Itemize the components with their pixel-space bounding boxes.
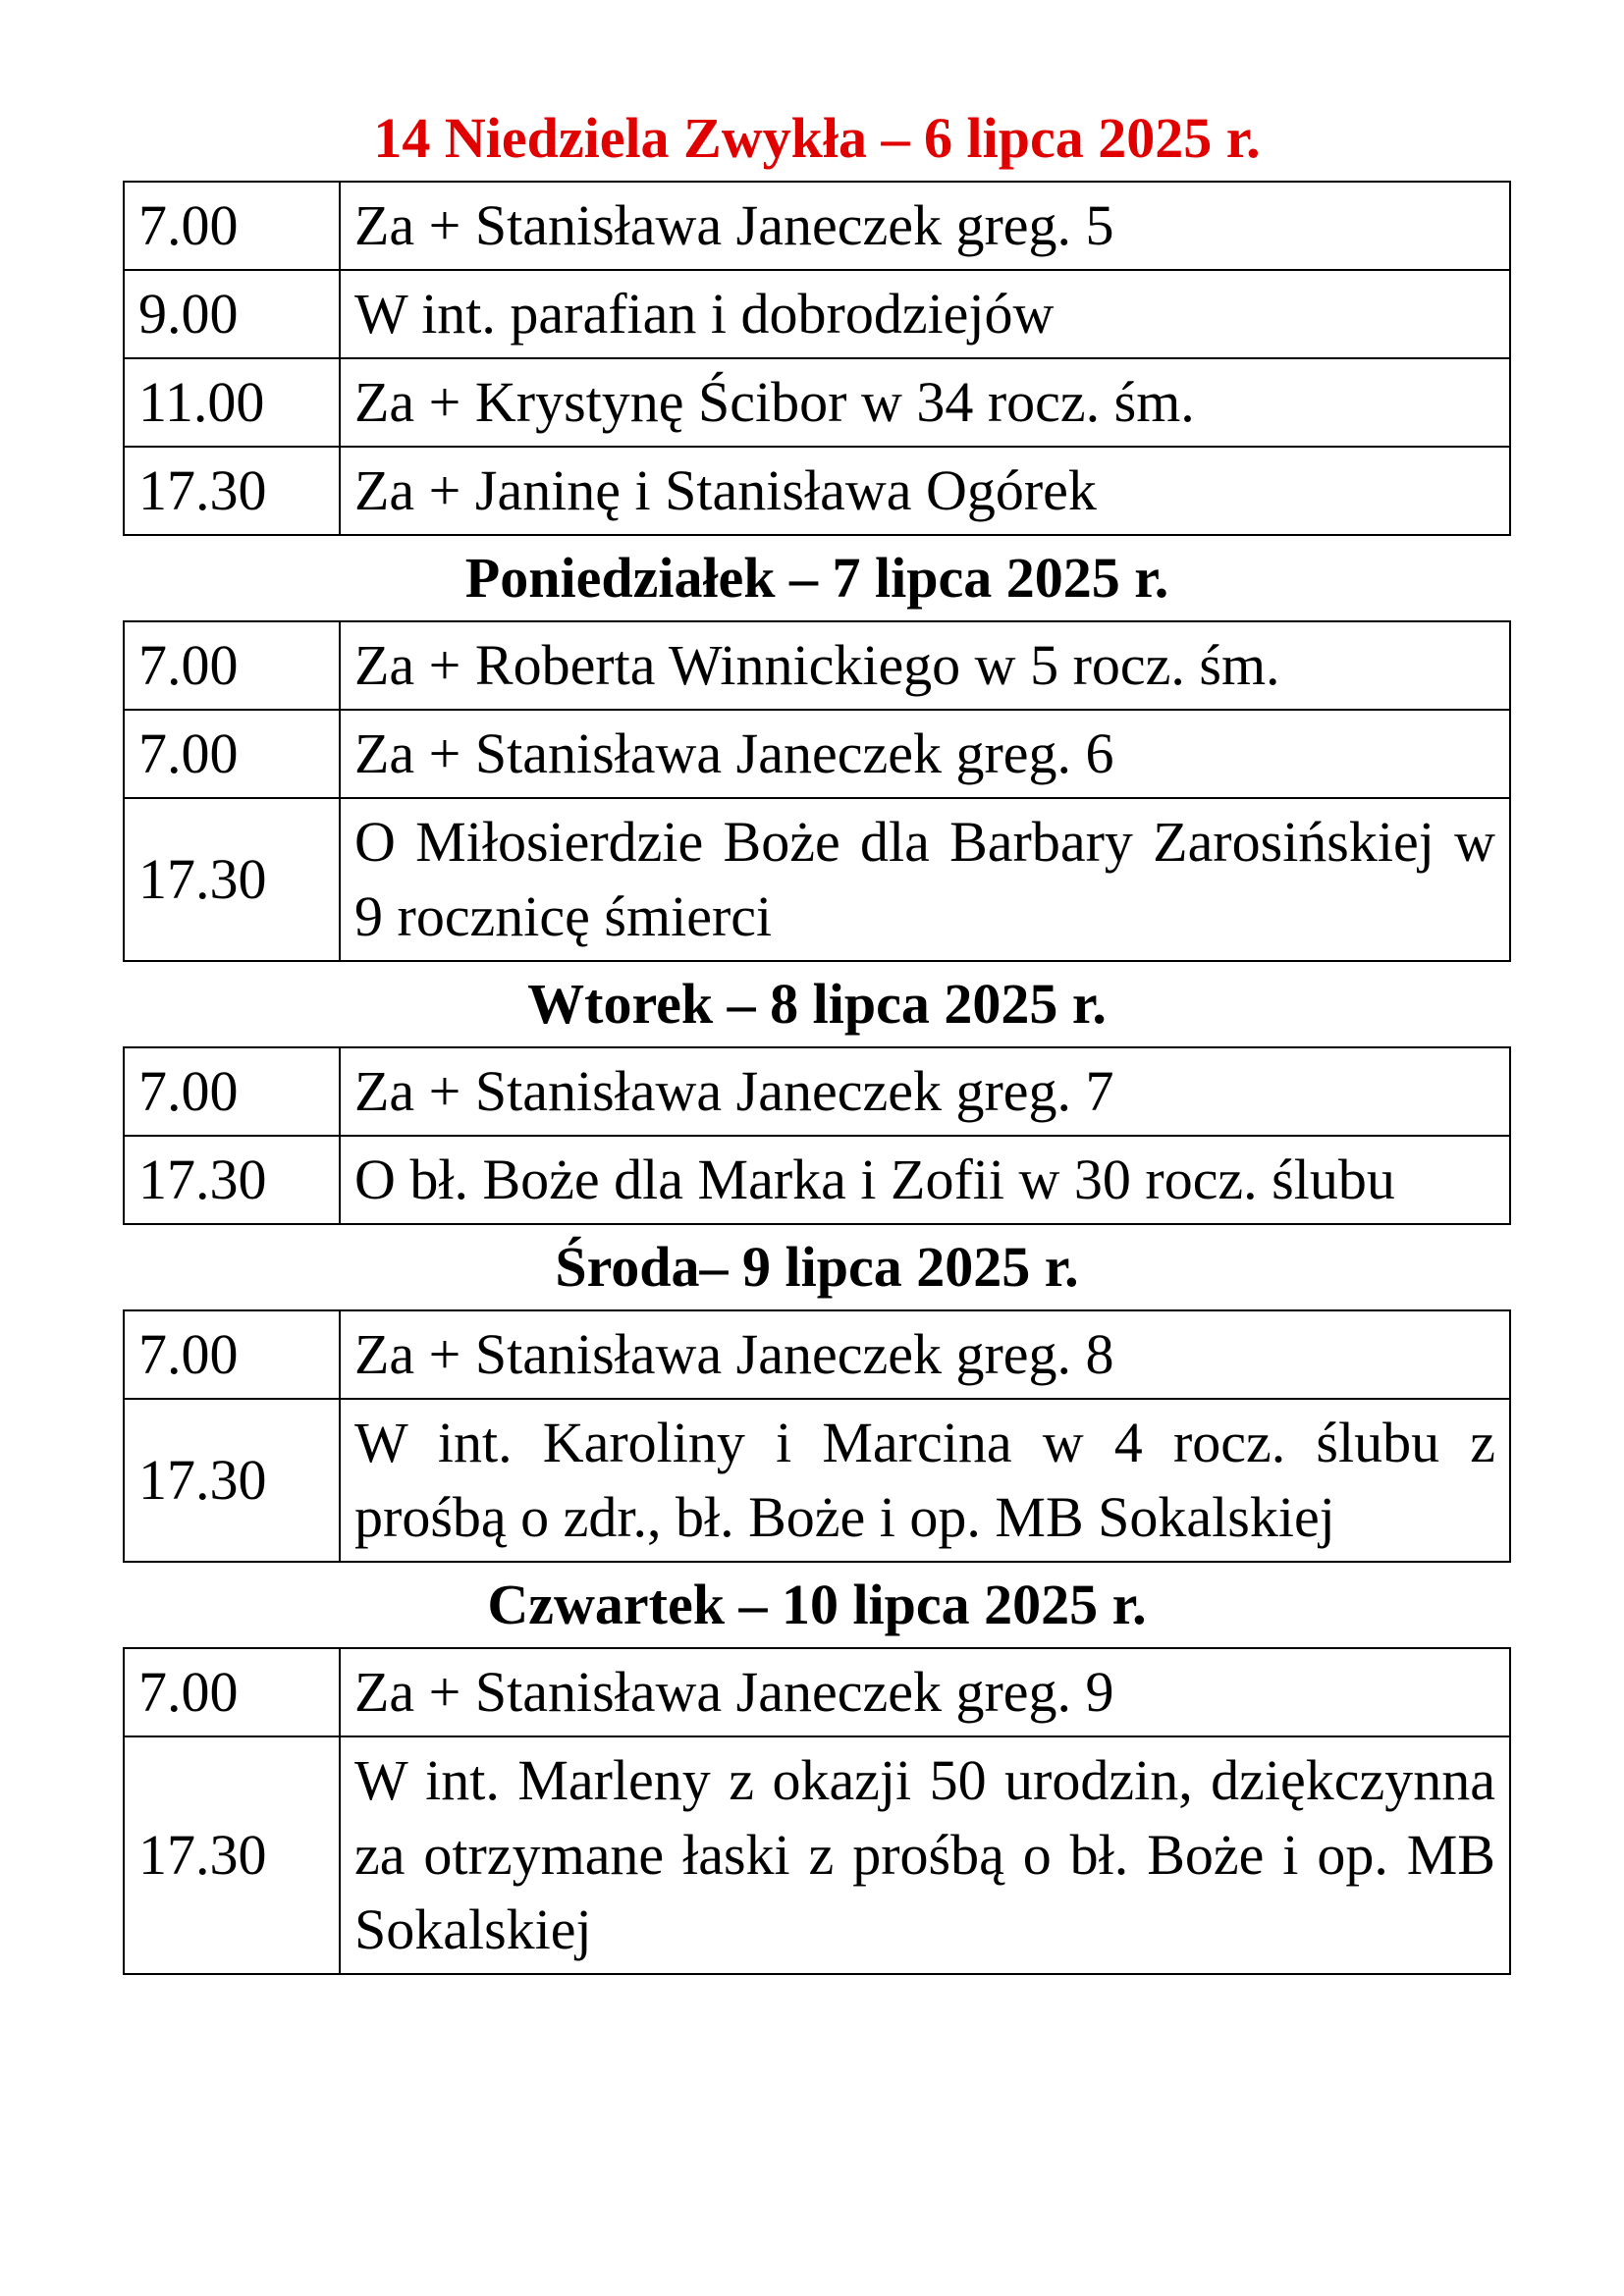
table-row: [124, 358, 1510, 447]
mass-time: 7.00: [124, 1047, 340, 1136]
table-row: [124, 182, 1510, 270]
mass-time: 17.30: [124, 1399, 340, 1562]
table-row: [124, 710, 1510, 798]
day-title: Czwartek – 10 lipca 2025 r.: [487, 1573, 1147, 1636]
table-row: [124, 621, 1510, 710]
table-row: [124, 1136, 1510, 1224]
mass-intention: O Miłosierdzie Boże dla Barbary Zarosińskiej w 9 rocznicę śmierci: [340, 798, 1510, 961]
mass-intention: W int. Marleny z okazji 50 urodzin, dziękczynna za otrzymane łaski z prośbą o bł. Boże i op. MB Sokalskiej: [340, 1736, 1510, 1974]
mass-time: 17.30: [124, 1136, 340, 1224]
mass-time: 17.30: [124, 1736, 340, 1974]
mass-intention: Za + Stanisława Janeczek greg. 5: [340, 182, 1510, 270]
day-section: [123, 536, 1511, 962]
mass-table: [123, 181, 1511, 536]
mass-time: 7.00: [124, 1648, 340, 1736]
day-title: 14 Niedziela Zwykła – 6 lipca 2025 r.: [373, 106, 1261, 170]
day-title: Środa– 9 lipca 2025 r.: [555, 1235, 1079, 1299]
mass-intention: Za + Krystynę Ścibor w 34 rocz. śm.: [340, 358, 1510, 447]
mass-table: [123, 1046, 1511, 1225]
mass-intention: Za + Stanisława Janeczek greg. 6: [340, 710, 1510, 798]
mass-time: 17.30: [124, 798, 340, 961]
day-title: Poniedziałek – 7 lipca 2025 r.: [464, 546, 1169, 610]
table-row: [124, 1736, 1510, 1974]
table-row: [124, 447, 1510, 535]
mass-intention: Za + Roberta Winnickiego w 5 rocz. śm.: [340, 621, 1510, 710]
table-row: [124, 270, 1510, 358]
mass-intention: Za + Stanisława Janeczek greg. 7: [340, 1047, 1510, 1136]
mass-table: [123, 1309, 1511, 1563]
day-section: [123, 96, 1511, 536]
mass-intention: O bł. Boże dla Marka i Zofii w 30 rocz. ślubu: [340, 1136, 1510, 1224]
mass-time: 7.00: [124, 621, 340, 710]
table-row: [124, 1047, 1510, 1136]
mass-table: [123, 1647, 1511, 1975]
day-section: [123, 1563, 1511, 1975]
mass-time: 7.00: [124, 710, 340, 798]
mass-intention: W int. parafian i dobrodziejów: [340, 270, 1510, 358]
mass-table: [123, 620, 1511, 962]
mass-time: 11.00: [124, 358, 340, 447]
mass-time: 9.00: [124, 270, 340, 358]
mass-time: 17.30: [124, 447, 340, 535]
table-row: [124, 1648, 1510, 1736]
mass-schedule: [123, 96, 1511, 1975]
table-row: [124, 1399, 1510, 1562]
day-title: Wtorek – 8 lipca 2025 r.: [527, 972, 1107, 1036]
mass-intention: W int. Karoliny i Marcina w 4 rocz. ślubu z prośbą o zdr., bł. Boże i op. MB Sokalskiej: [340, 1399, 1510, 1562]
mass-time: 7.00: [124, 1310, 340, 1399]
mass-intention: Za + Janinę i Stanisława Ogórek: [340, 447, 1510, 535]
day-section: [123, 962, 1511, 1225]
day-section: [123, 1225, 1511, 1563]
mass-intention: Za + Stanisława Janeczek greg. 9: [340, 1648, 1510, 1736]
mass-time: 7.00: [124, 182, 340, 270]
mass-intention: Za + Stanisława Janeczek greg. 8: [340, 1310, 1510, 1399]
table-row: [124, 798, 1510, 961]
table-row: [124, 1310, 1510, 1399]
